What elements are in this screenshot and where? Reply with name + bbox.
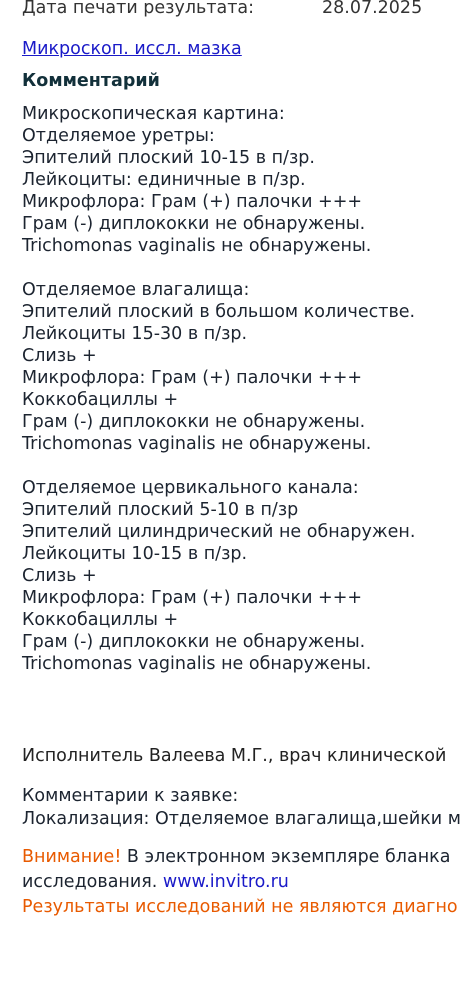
print-date-label: Дата печати результата: (22, 0, 255, 18)
warning-line-2 (22, 871, 289, 893)
microscopy-results (22, 103, 415, 675)
result-line: Микрофлора: Грам (+) палочки +++ (22, 192, 363, 212)
print-date-row (22, 0, 423, 19)
localization-line: Локализация: Отделяемое влагалища,шейки м (22, 809, 461, 829)
invitro-site-link[interactable]: www.invitro.ru (162, 872, 289, 892)
result-line: Лейкоциты 10-15 в п/зр. (22, 544, 248, 564)
result-line: Грам (-) диплококки не обнаружены. (22, 632, 366, 652)
warning-disclaimer: Результаты исследований не являются диагно (22, 897, 458, 917)
result-line: Эпителий плоский 10-15 в п/зр. (22, 148, 315, 168)
request-comments-label: Комментарии к заявке: (22, 786, 239, 806)
result-line: Trichomonas vaginalis не обнаружены. (22, 236, 372, 256)
result-line: Микрофлора: Грам (+) палочки +++ (22, 588, 363, 608)
result-line: Эпителий цилиндрический не обнаружен. (22, 522, 416, 542)
test-name-link[interactable]: Микроскоп. иссл. мазка (22, 39, 242, 59)
comment-title: Комментарий (22, 71, 160, 91)
result-line: Эпителий плоский 5-10 в п/зр (22, 500, 299, 520)
result-line: Trichomonas vaginalis не обнаружены. (22, 434, 372, 454)
result-line: Отделяемое уретры: (22, 126, 215, 146)
result-line (22, 257, 415, 279)
executor-line: Исполнитель Валеева М.Г., врач клинической (22, 746, 447, 766)
result-line (22, 455, 415, 477)
result-line: Эпителий плоский в большом количестве. (22, 302, 416, 322)
result-line: Микроскопическая картина: (22, 104, 285, 124)
result-line: Лейкоциты: единичные в п/зр. (22, 170, 306, 190)
warning-label: Внимание! (22, 847, 122, 867)
print-date-value: 28.07.2025 (322, 0, 423, 18)
result-line: Микрофлора: Грам (+) палочки +++ (22, 368, 363, 388)
result-line: Лейкоциты 15-30 в п/зр. (22, 324, 248, 344)
result-line: Коккобациллы + (22, 610, 179, 630)
result-line: Отделяемое влагалища: (22, 280, 250, 300)
warning-text: В электронном экземпляре бланка (121, 847, 451, 867)
result-line: Отделяемое цервикального канала: (22, 478, 359, 498)
result-line: Trichomonas vaginalis не обнаружены. (22, 654, 372, 674)
result-line: Слизь + (22, 566, 97, 586)
warning-text-2: исследования. (22, 872, 163, 892)
result-line: Грам (-) диплококки не обнаружены. (22, 214, 366, 234)
result-line: Грам (-) диплококки не обнаружены. (22, 412, 366, 432)
result-line: Коккобациллы + (22, 390, 179, 410)
warning-line (22, 846, 450, 868)
result-line: Слизь + (22, 346, 97, 366)
